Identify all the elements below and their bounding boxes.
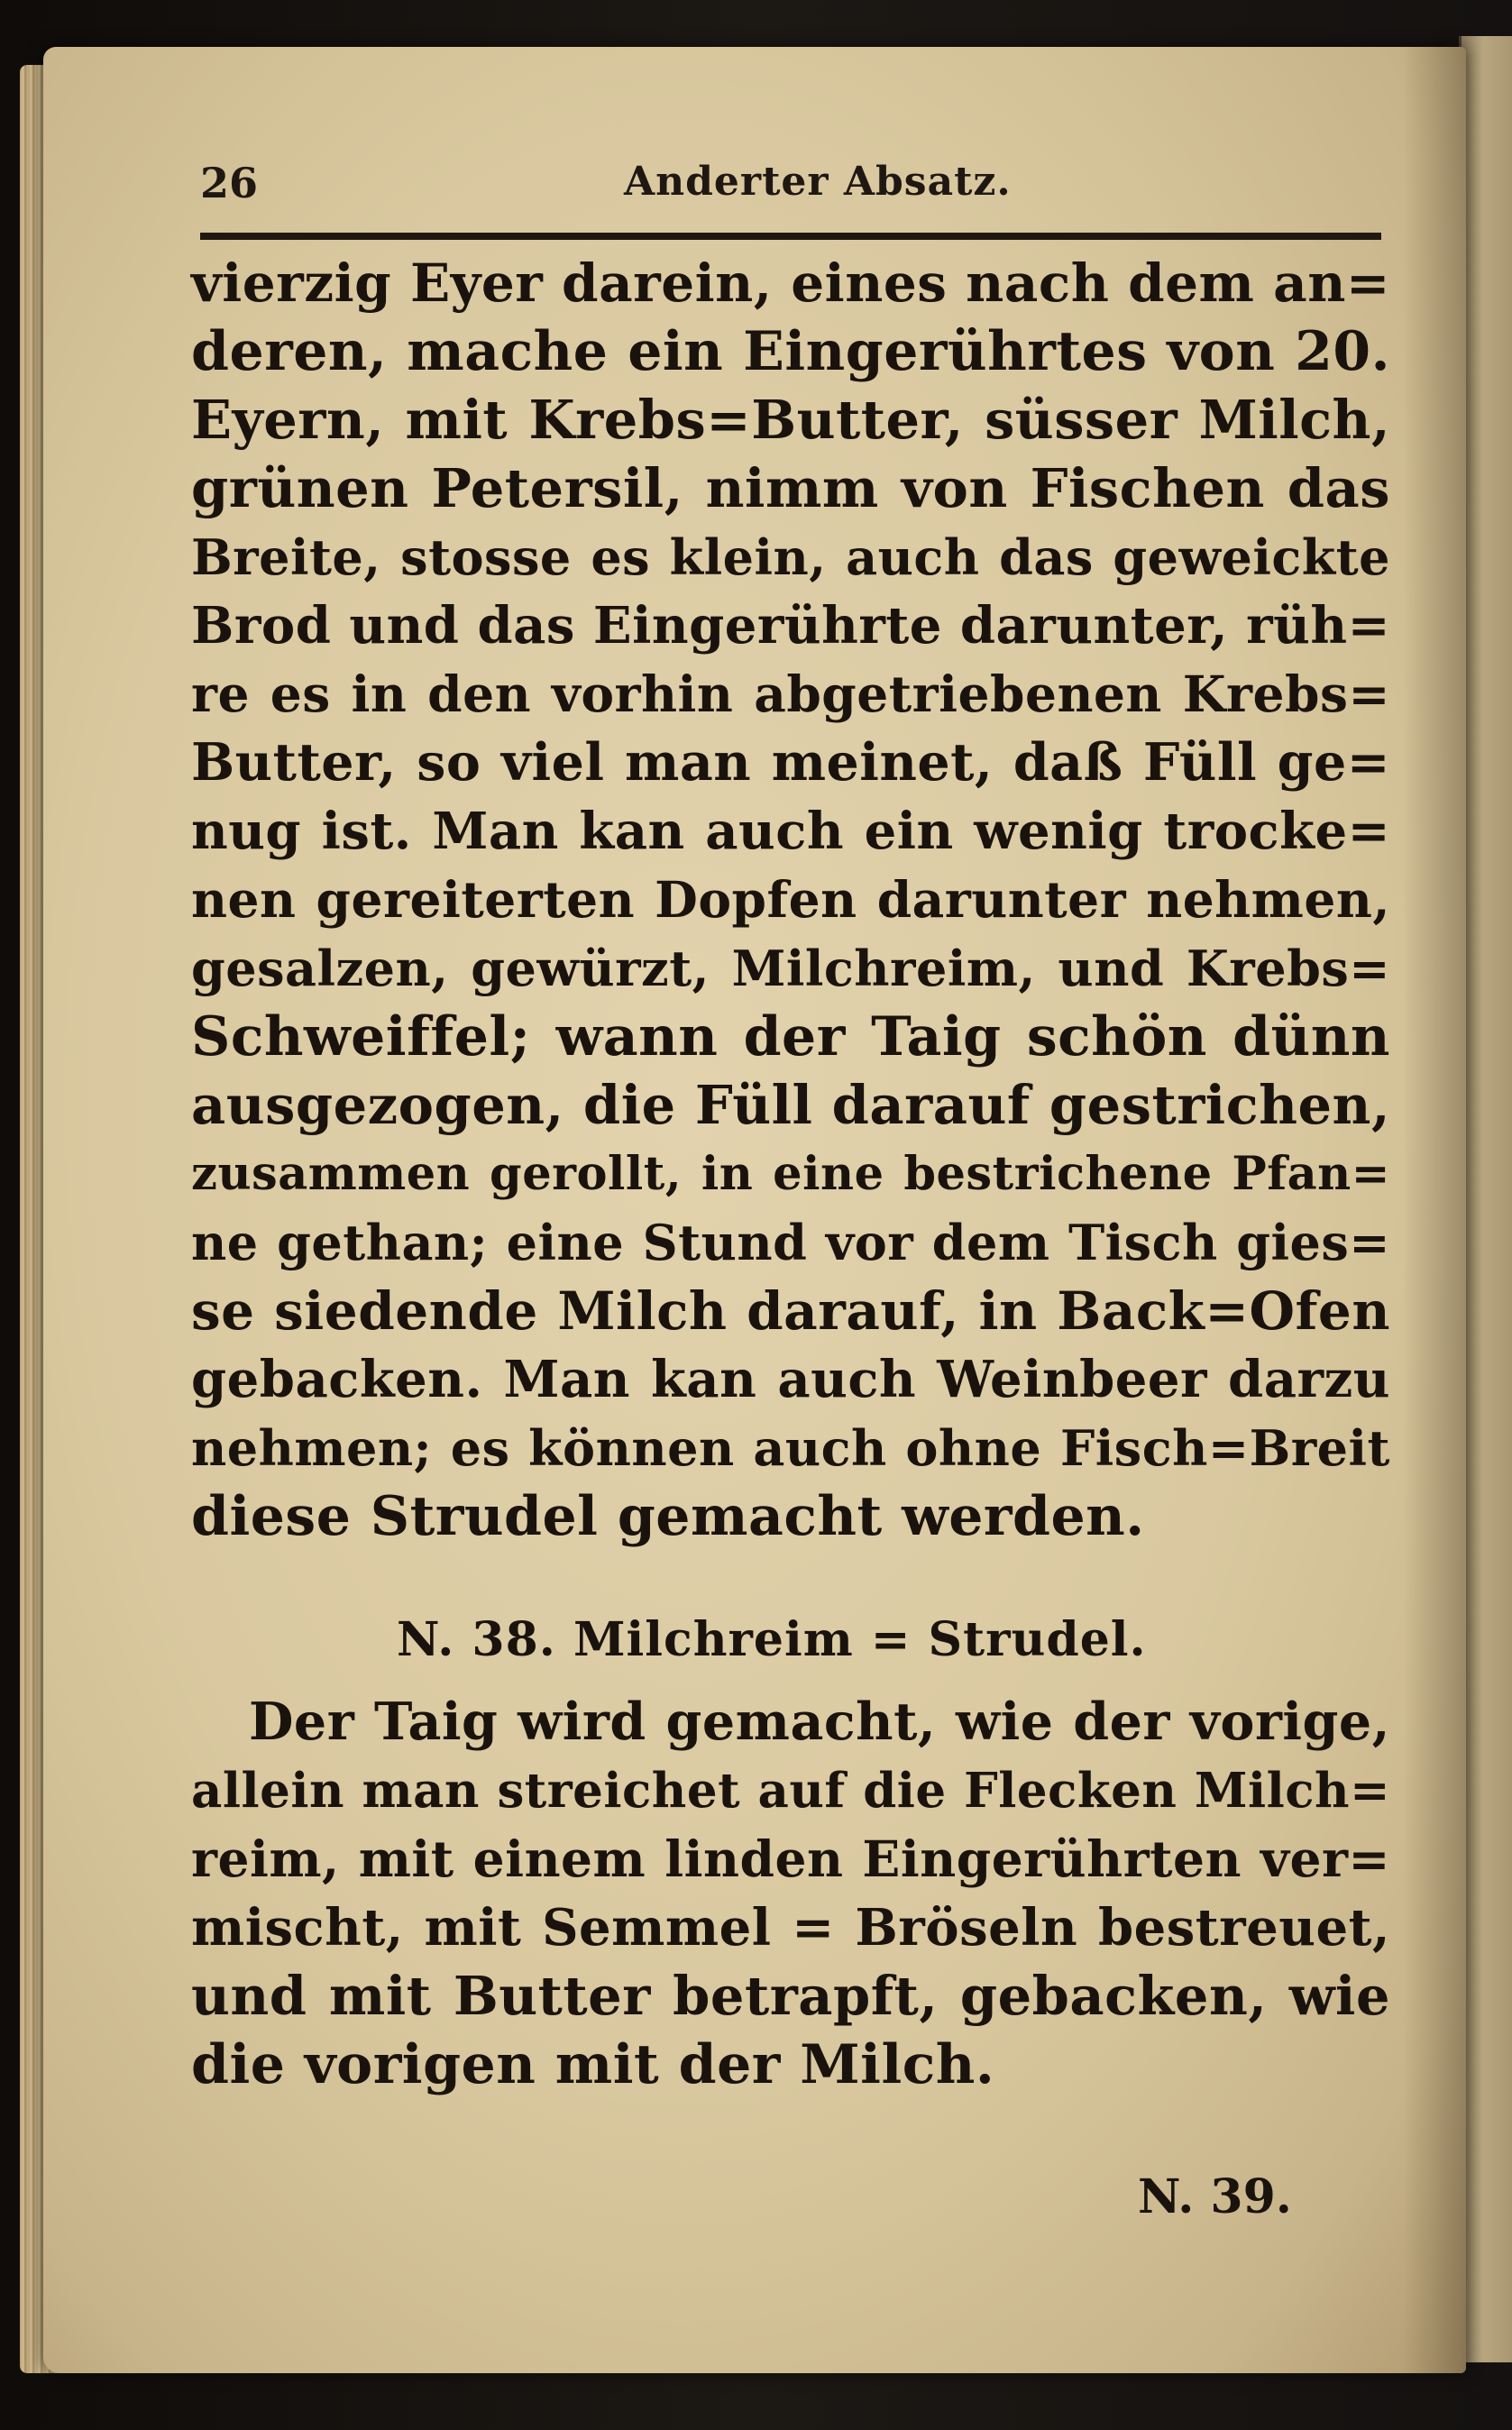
text-line: Schweiffel; wann der Taig schön dünn	[191, 1005, 1390, 1068]
text-line: gesalzen, gewürzt, Milchreim, und Krebs=	[191, 940, 1390, 997]
text-line: und mit Butter betrapft, gebacken, wie	[191, 1965, 1390, 2027]
text-line: vierzig Eyer darein, eines nach dem an=	[191, 252, 1390, 314]
text-line: Breite, stosse es klein, auch das geweickte	[191, 528, 1390, 586]
text-line: nen gereiterten Dopfen darunter nehmen,	[191, 870, 1390, 929]
next-page-edge	[1459, 36, 1512, 2362]
text-line: gebacken. Man kan auch Weinbeer darzu	[191, 1350, 1390, 1409]
page-header	[200, 159, 1381, 213]
text-line: Eyern, mit Krebs=Butter, süsser Milch,	[191, 389, 1390, 451]
text-line: Butter, so viel man meinet, daß Füll ge=	[191, 732, 1390, 793]
text-line: Der Taig wird gemacht, wie der vorige,	[249, 1692, 1390, 1752]
text-line: re es in den vorhin abgetriebenen Krebs=	[191, 665, 1390, 723]
text-line: ausgezogen, die Füll darauf gestrichen,	[191, 1074, 1390, 1136]
text-line: nehmen; es können auch ohne Fisch=Breit	[191, 1419, 1390, 1477]
text-line: mischt, mit Semmel = Bröseln bestreuet,	[191, 1898, 1390, 1958]
recipe-heading: N. 38. Milchreim = Strudel.	[397, 1612, 1147, 1667]
page-number: 26	[200, 159, 259, 207]
text-line: diese Strudel gemacht werden.	[191, 1485, 1145, 1548]
running-head: Anderter Absatz.	[624, 159, 1012, 205]
text-line: deren, mache ein Eingerührtes von 20.	[191, 320, 1390, 383]
text-line: Brod und das Eingerührte darunter, rüh=	[191, 596, 1390, 656]
text-line: die vorigen mit der Milch.	[191, 2033, 995, 2096]
text-line: ne gethan; eine Stund vor dem Tisch gies=	[191, 1214, 1390, 1271]
paragraph-2	[191, 1688, 1390, 2099]
text-line: se siedende Milch darauf, in Back=Ofen	[191, 1280, 1390, 1342]
paragraph-1	[191, 249, 1390, 1551]
text-line: allein man streichet auf die Flecken Milch=	[191, 1763, 1390, 1819]
header-rule	[200, 233, 1381, 240]
text-line: grünen Petersil, nimm von Fischen das	[191, 457, 1390, 519]
catchword: N. 39.	[1138, 2169, 1292, 2224]
text-line: zusammen gerollt, in eine bestrichene Pfan=	[191, 1147, 1390, 1201]
text-line: reim, mit einem linden Eingerührten ver=	[191, 1829, 1390, 1888]
text-line: nug ist. Man kan auch ein wenig trocke=	[191, 802, 1390, 861]
